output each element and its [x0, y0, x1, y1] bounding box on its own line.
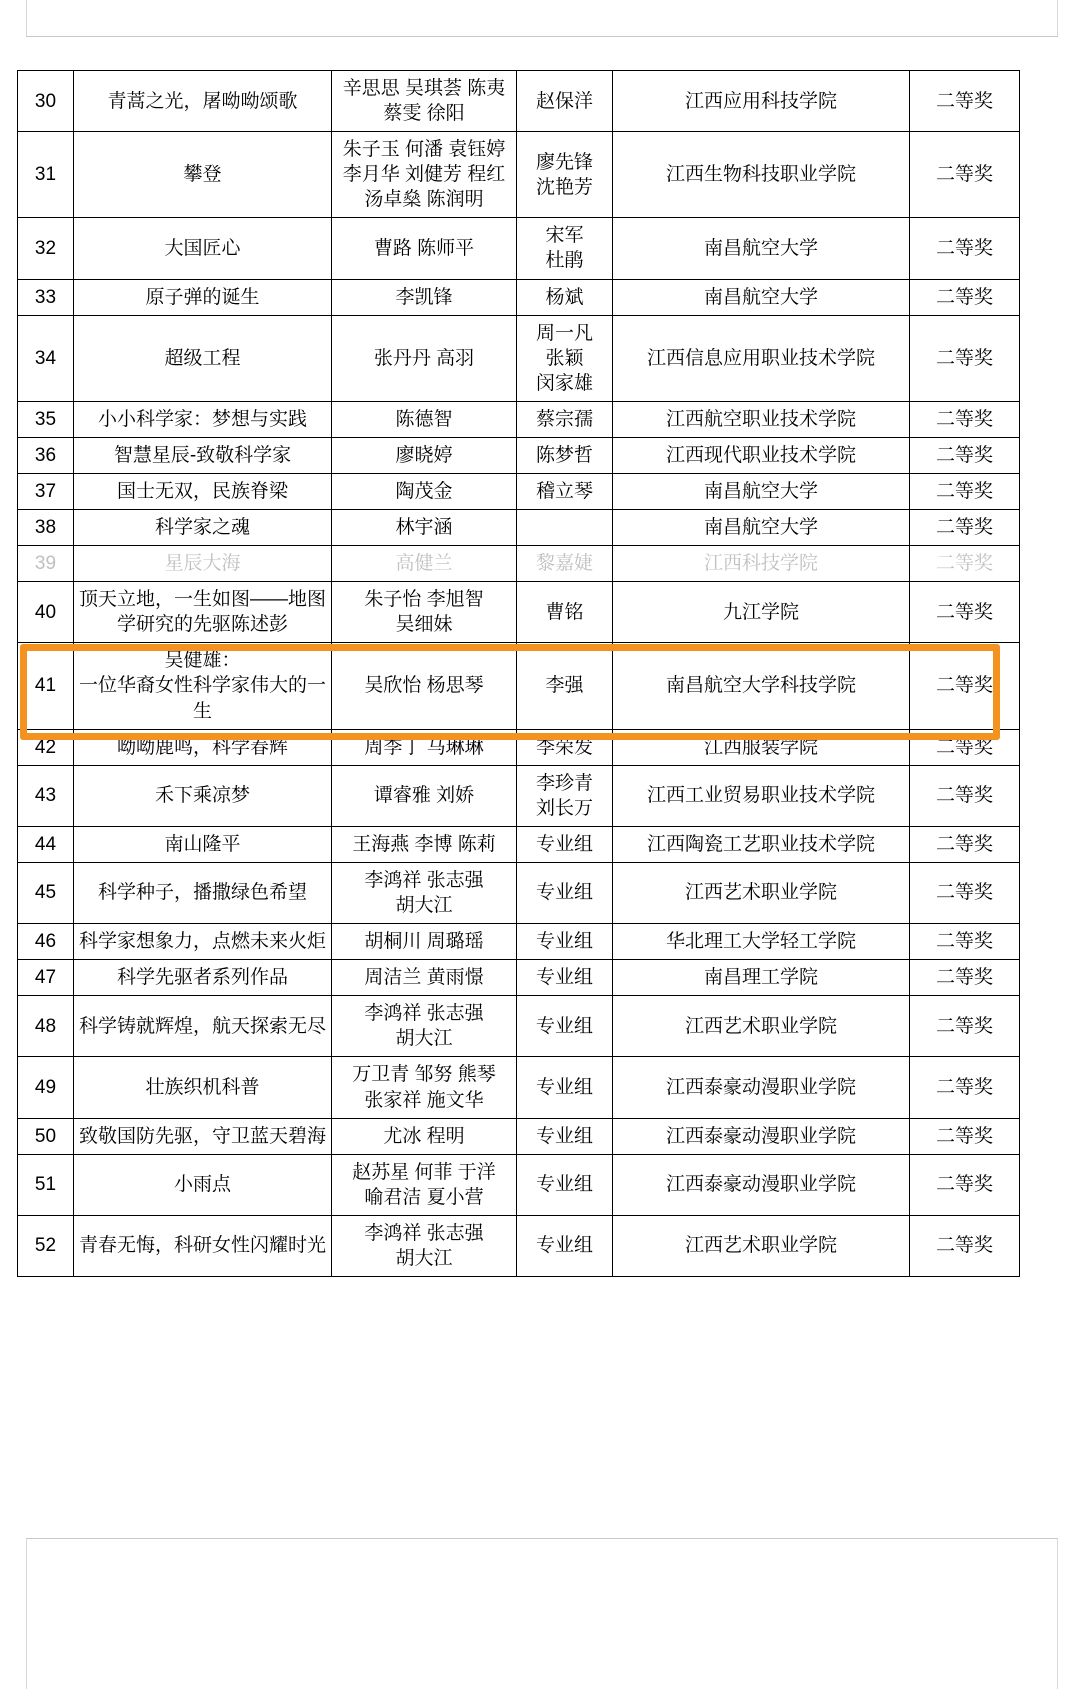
- cell-serial-number: 37: [18, 474, 74, 510]
- cell-award: 二等奖: [910, 826, 1020, 862]
- table-row: [18, 71, 1020, 132]
- cell-tutor: 专业组: [517, 1118, 613, 1154]
- page-edge-mark: [1057, 0, 1058, 36]
- cell-authors: 周李丁 马琳琳: [332, 729, 517, 765]
- table-row: [18, 826, 1020, 862]
- cell-authors: 胡桐川 周璐瑶: [332, 924, 517, 960]
- cell-award: 二等奖: [910, 437, 1020, 473]
- cell-tutor: 周一凡 张颖 闵家雄: [517, 315, 613, 401]
- cell-tutor: 稽立琴: [517, 474, 613, 510]
- table-row: [18, 546, 1020, 582]
- cell-tutor: 李珍青 刘长万: [517, 765, 613, 826]
- cell-award: 二等奖: [910, 218, 1020, 279]
- table-row: [18, 729, 1020, 765]
- cell-school: 江西航空职业技术学院: [613, 401, 910, 437]
- page-edge-mark: [26, 0, 27, 36]
- cell-school: 南昌航空大学: [613, 218, 910, 279]
- table-row: [18, 924, 1020, 960]
- cell-authors: 周洁兰 黄雨憬: [332, 960, 517, 996]
- cell-serial-number: 44: [18, 826, 74, 862]
- cell-work-title: 禾下乘凉梦: [74, 765, 332, 826]
- cell-serial-number: 31: [18, 132, 74, 218]
- table-row: [18, 765, 1020, 826]
- cell-work-title: 智慧星辰-致敬科学家: [74, 437, 332, 473]
- cell-serial-number: 30: [18, 71, 74, 132]
- table-row: [18, 218, 1020, 279]
- cell-serial-number: 33: [18, 279, 74, 315]
- cell-school: 江西应用科技学院: [613, 71, 910, 132]
- cell-school: 江西泰豪动漫职业学院: [613, 1118, 910, 1154]
- cell-work-title: 顶天立地，一生如图——地图学研究的先驱陈述彭: [74, 582, 332, 643]
- cell-authors: 李鸿祥 张志强 胡大江: [332, 1215, 517, 1276]
- cell-school: 江西现代职业技术学院: [613, 437, 910, 473]
- cell-authors: 李鸿祥 张志强 胡大江: [332, 862, 517, 923]
- cell-award: 二等奖: [910, 862, 1020, 923]
- cell-serial-number: 46: [18, 924, 74, 960]
- cell-serial-number: 40: [18, 582, 74, 643]
- cell-serial-number: 43: [18, 765, 74, 826]
- cell-school: 江西泰豪动漫职业学院: [613, 1154, 910, 1215]
- cell-authors: 李鸿祥 张志强 胡大江: [332, 996, 517, 1057]
- page-bottom-rule: [26, 1538, 1058, 1539]
- cell-school: 江西陶瓷工艺职业技术学院: [613, 826, 910, 862]
- cell-work-title: 原子弹的诞生: [74, 279, 332, 315]
- cell-work-title: 超级工程: [74, 315, 332, 401]
- cell-work-title: 科学家想象力，点燃未来火炬: [74, 924, 332, 960]
- cell-school: 华北理工大学轻工学院: [613, 924, 910, 960]
- cell-tutor: 廖先锋 沈艳芳: [517, 132, 613, 218]
- cell-work-title: 攀登: [74, 132, 332, 218]
- table-row: [18, 474, 1020, 510]
- cell-work-title: 星辰大海: [74, 546, 332, 582]
- cell-work-title: 国士无双，民族脊梁: [74, 474, 332, 510]
- cell-work-title: 大国匠心: [74, 218, 332, 279]
- table-row: [18, 132, 1020, 218]
- cell-serial-number: 34: [18, 315, 74, 401]
- cell-school: 南昌航空大学: [613, 510, 910, 546]
- cell-serial-number: 39: [18, 546, 74, 582]
- table-row: [18, 1215, 1020, 1276]
- cell-work-title: 小小科学家：梦想与实践: [74, 401, 332, 437]
- cell-tutor: [517, 510, 613, 546]
- cell-work-title: 科学种子，播撒绿色希望: [74, 862, 332, 923]
- cell-tutor: 黎嘉婕: [517, 546, 613, 582]
- cell-work-title: 壮族织机科普: [74, 1057, 332, 1118]
- cell-school: 南昌航空大学科技学院: [613, 643, 910, 729]
- cell-tutor: 专业组: [517, 826, 613, 862]
- cell-authors: 曹路 陈师平: [332, 218, 517, 279]
- cell-school: 江西生物科技职业学院: [613, 132, 910, 218]
- table-row: [18, 1154, 1020, 1215]
- cell-award: 二等奖: [910, 729, 1020, 765]
- cell-work-title: 呦呦鹿鸣，科学春辉: [74, 729, 332, 765]
- cell-serial-number: 36: [18, 437, 74, 473]
- cell-authors: 林宇涵: [332, 510, 517, 546]
- cell-authors: 吴欣怡 杨思琴: [332, 643, 517, 729]
- table-row: [18, 279, 1020, 315]
- table-row: [18, 582, 1020, 643]
- cell-work-title: 科学铸就辉煌，航天探索无尽: [74, 996, 332, 1057]
- cell-award: 二等奖: [910, 71, 1020, 132]
- page-edge-mark: [1057, 1539, 1058, 1689]
- table-row: [18, 510, 1020, 546]
- cell-serial-number: 50: [18, 1118, 74, 1154]
- cell-award: 二等奖: [910, 643, 1020, 729]
- table-row: [18, 1057, 1020, 1118]
- cell-tutor: 曹铭: [517, 582, 613, 643]
- cell-work-title: 吴健雄： 一位华裔女性科学家伟大的一生: [74, 643, 332, 729]
- cell-award: 二等奖: [910, 315, 1020, 401]
- cell-award: 二等奖: [910, 132, 1020, 218]
- table-row: [18, 401, 1020, 437]
- cell-award: 二等奖: [910, 582, 1020, 643]
- cell-authors: 朱子怡 李旭智 吴细妹: [332, 582, 517, 643]
- cell-authors: 陶茂金: [332, 474, 517, 510]
- cell-school: 南昌航空大学: [613, 474, 910, 510]
- cell-serial-number: 47: [18, 960, 74, 996]
- cell-serial-number: 32: [18, 218, 74, 279]
- cell-tutor: 李强: [517, 643, 613, 729]
- award-table-body: [18, 71, 1020, 1277]
- cell-authors: 朱子玉 何潘 袁钰婷 李月华 刘健芳 程红 汤卓燊 陈润明: [332, 132, 517, 218]
- cell-tutor: 专业组: [517, 1057, 613, 1118]
- table-row: [18, 862, 1020, 923]
- cell-school: 江西服装学院: [613, 729, 910, 765]
- cell-authors: 陈德智: [332, 401, 517, 437]
- cell-school: 江西艺术职业学院: [613, 862, 910, 923]
- cell-authors: 万卫青 邹努 熊琴 张家祥 施文华: [332, 1057, 517, 1118]
- cell-tutor: 专业组: [517, 924, 613, 960]
- cell-tutor: 杨斌: [517, 279, 613, 315]
- cell-serial-number: 52: [18, 1215, 74, 1276]
- cell-authors: 尤冰 程明: [332, 1118, 517, 1154]
- cell-school: 江西艺术职业学院: [613, 1215, 910, 1276]
- cell-school: 南昌航空大学: [613, 279, 910, 315]
- table-row: [18, 315, 1020, 401]
- cell-tutor: 蔡宗孺: [517, 401, 613, 437]
- cell-authors: 廖晓婷: [332, 437, 517, 473]
- cell-serial-number: 42: [18, 729, 74, 765]
- cell-work-title: 南山隆平: [74, 826, 332, 862]
- cell-award: 二等奖: [910, 474, 1020, 510]
- cell-tutor: 李荣发: [517, 729, 613, 765]
- cell-work-title: 青春无悔，科研女性闪耀时光: [74, 1215, 332, 1276]
- cell-school: 江西科技学院: [613, 546, 910, 582]
- cell-serial-number: 35: [18, 401, 74, 437]
- table-row: [18, 437, 1020, 473]
- cell-tutor: 专业组: [517, 1215, 613, 1276]
- cell-serial-number: 48: [18, 996, 74, 1057]
- cell-tutor: 陈梦哲: [517, 437, 613, 473]
- cell-award: 二等奖: [910, 546, 1020, 582]
- cell-tutor: 宋军 杜鹃: [517, 218, 613, 279]
- cell-work-title: 科学先驱者系列作品: [74, 960, 332, 996]
- table-row: [18, 996, 1020, 1057]
- cell-work-title: 小雨点: [74, 1154, 332, 1215]
- cell-award: 二等奖: [910, 279, 1020, 315]
- cell-award: 二等奖: [910, 960, 1020, 996]
- page-top-rule: [26, 36, 1058, 37]
- cell-authors: 李凯锋: [332, 279, 517, 315]
- cell-award: 二等奖: [910, 401, 1020, 437]
- cell-serial-number: 38: [18, 510, 74, 546]
- page-edge-mark: [26, 1539, 27, 1689]
- cell-serial-number: 45: [18, 862, 74, 923]
- cell-authors: 赵苏星 何菲 于洋 喻君洁 夏小营: [332, 1154, 517, 1215]
- cell-serial-number: 51: [18, 1154, 74, 1215]
- cell-work-title: 青蒿之光，屠呦呦颂歌: [74, 71, 332, 132]
- cell-authors: 辛思思 吴琪荟 陈夷 蔡雯 徐阳: [332, 71, 517, 132]
- cell-authors: 谭睿雅 刘娇: [332, 765, 517, 826]
- cell-award: 二等奖: [910, 996, 1020, 1057]
- cell-award: 二等奖: [910, 510, 1020, 546]
- cell-authors: 王海燕 李博 陈莉: [332, 826, 517, 862]
- table-row: [18, 1118, 1020, 1154]
- cell-school: 江西工业贸易职业技术学院: [613, 765, 910, 826]
- cell-work-title: 科学家之魂: [74, 510, 332, 546]
- cell-authors: 张丹丹 高羽: [332, 315, 517, 401]
- cell-work-title: 致敬国防先驱，守卫蓝天碧海: [74, 1118, 332, 1154]
- cell-tutor: 专业组: [517, 1154, 613, 1215]
- table-row: [18, 960, 1020, 996]
- table-row: [18, 643, 1020, 729]
- cell-award: 二等奖: [910, 1215, 1020, 1276]
- cell-school: 江西信息应用职业技术学院: [613, 315, 910, 401]
- award-list-table: [17, 70, 1020, 1277]
- cell-serial-number: 49: [18, 1057, 74, 1118]
- cell-tutor: 专业组: [517, 960, 613, 996]
- cell-award: 二等奖: [910, 924, 1020, 960]
- cell-award: 二等奖: [910, 765, 1020, 826]
- cell-school: 南昌理工学院: [613, 960, 910, 996]
- cell-award: 二等奖: [910, 1057, 1020, 1118]
- cell-award: 二等奖: [910, 1154, 1020, 1215]
- cell-tutor: 赵保洋: [517, 71, 613, 132]
- cell-tutor: 专业组: [517, 862, 613, 923]
- cell-award: 二等奖: [910, 1118, 1020, 1154]
- cell-authors: 高健兰: [332, 546, 517, 582]
- cell-school: 九江学院: [613, 582, 910, 643]
- cell-serial-number: 41: [18, 643, 74, 729]
- cell-tutor: 专业组: [517, 996, 613, 1057]
- cell-school: 江西艺术职业学院: [613, 996, 910, 1057]
- cell-school: 江西泰豪动漫职业学院: [613, 1057, 910, 1118]
